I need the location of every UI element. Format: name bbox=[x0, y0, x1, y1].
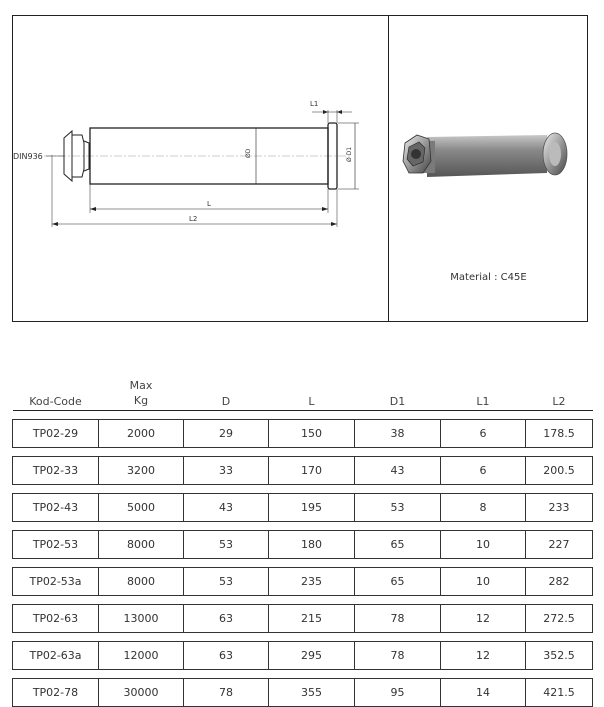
col-header-code: Kod-Code bbox=[13, 368, 99, 411]
label-d1: Ø D1 bbox=[346, 146, 353, 162]
cell-d1: 43 bbox=[355, 457, 441, 485]
spacer-cell bbox=[13, 670, 593, 679]
cell-d: 63 bbox=[184, 642, 269, 670]
cell-l: 180 bbox=[269, 531, 355, 559]
row-spacer bbox=[13, 559, 593, 568]
cell-l: 195 bbox=[269, 494, 355, 522]
cell-l: 355 bbox=[269, 679, 355, 707]
cell-l1: 12 bbox=[441, 605, 526, 633]
cell-l: 295 bbox=[269, 642, 355, 670]
cell-max-kg: 3200 bbox=[99, 457, 184, 485]
spacer-cell bbox=[13, 411, 593, 420]
cell-l1: 8 bbox=[441, 494, 526, 522]
cell-code: TP02-53 bbox=[13, 531, 99, 559]
cell-max-kg: 8000 bbox=[99, 568, 184, 596]
col-header-d1: D1 bbox=[355, 368, 441, 411]
cell-l2: 272.5 bbox=[526, 605, 593, 633]
cell-l: 150 bbox=[269, 420, 355, 448]
table-row bbox=[13, 494, 593, 522]
cell-d: 63 bbox=[184, 605, 269, 633]
cell-max-kg: 30000 bbox=[99, 679, 184, 707]
row-spacer bbox=[13, 448, 593, 457]
cell-max-kg: 2000 bbox=[99, 420, 184, 448]
cell-l1: 10 bbox=[441, 531, 526, 559]
cell-code: TP02-63 bbox=[13, 605, 99, 633]
label-l1: L1 bbox=[310, 100, 319, 108]
cell-d1: 38 bbox=[355, 420, 441, 448]
cell-l: 170 bbox=[269, 457, 355, 485]
cell-d1: 78 bbox=[355, 605, 441, 633]
cell-l2: 233 bbox=[526, 494, 593, 522]
cell-l1: 14 bbox=[441, 679, 526, 707]
cell-d: 29 bbox=[184, 420, 269, 448]
spacer-cell bbox=[13, 633, 593, 642]
cell-d1: 95 bbox=[355, 679, 441, 707]
row-spacer bbox=[13, 633, 593, 642]
spacer-cell bbox=[13, 596, 593, 605]
cell-code: TP02-78 bbox=[13, 679, 99, 707]
cell-l1: 10 bbox=[441, 568, 526, 596]
table-row bbox=[13, 531, 593, 559]
cell-l: 235 bbox=[269, 568, 355, 596]
table-row bbox=[13, 420, 593, 448]
cell-d: 43 bbox=[184, 494, 269, 522]
spec-table bbox=[12, 368, 593, 707]
cell-l1: 12 bbox=[441, 642, 526, 670]
cell-l1: 6 bbox=[441, 420, 526, 448]
table-row bbox=[13, 457, 593, 485]
row-spacer bbox=[13, 485, 593, 494]
table-row bbox=[13, 605, 593, 633]
cell-l2: 352.5 bbox=[526, 642, 593, 670]
label-din: DIN936 bbox=[13, 152, 43, 161]
spacer-cell bbox=[13, 485, 593, 494]
row-spacer bbox=[13, 670, 593, 679]
spacer-cell bbox=[13, 522, 593, 531]
cell-max-kg: 12000 bbox=[99, 642, 184, 670]
cell-d: 53 bbox=[184, 568, 269, 596]
col-header-max-kg bbox=[99, 368, 184, 411]
cell-l1: 6 bbox=[441, 457, 526, 485]
cell-max-kg: 8000 bbox=[99, 531, 184, 559]
row-spacer bbox=[13, 522, 593, 531]
cell-max-kg: 13000 bbox=[99, 605, 184, 633]
cell-code: TP02-29 bbox=[13, 420, 99, 448]
row-spacer bbox=[13, 411, 593, 420]
cell-code: TP02-63a bbox=[13, 642, 99, 670]
cell-code: TP02-53a bbox=[13, 568, 99, 596]
col-header-l: L bbox=[269, 368, 355, 411]
cell-d1: 65 bbox=[355, 568, 441, 596]
spacer-cell bbox=[13, 559, 593, 568]
table-header-row bbox=[13, 368, 593, 411]
material-label: Material : C45E bbox=[450, 272, 527, 283]
table-row bbox=[13, 568, 593, 596]
table-body bbox=[13, 411, 593, 707]
col-header-l1: L1 bbox=[441, 368, 526, 411]
cell-code: TP02-33 bbox=[13, 457, 99, 485]
cell-d: 78 bbox=[184, 679, 269, 707]
cell-code: TP02-43 bbox=[13, 494, 99, 522]
cell-l: 215 bbox=[269, 605, 355, 633]
row-spacer bbox=[13, 596, 593, 605]
cell-l2: 227 bbox=[526, 531, 593, 559]
cell-l2: 421.5 bbox=[526, 679, 593, 707]
col-header-d: D bbox=[184, 368, 269, 411]
label-l2: L2 bbox=[189, 215, 198, 223]
col-header-kg: Kg bbox=[133, 394, 149, 407]
table-row bbox=[13, 679, 593, 707]
cell-d1: 78 bbox=[355, 642, 441, 670]
spacer-cell bbox=[13, 448, 593, 457]
cell-l2: 200.5 bbox=[526, 457, 593, 485]
pin-render-icon bbox=[403, 133, 567, 177]
table-row bbox=[13, 642, 593, 670]
technical-drawing bbox=[12, 15, 388, 322]
cell-max-kg: 5000 bbox=[99, 494, 184, 522]
cell-d1: 53 bbox=[355, 494, 441, 522]
label-d: ØD bbox=[245, 148, 252, 158]
cell-l2: 282 bbox=[526, 568, 593, 596]
col-header-l2: L2 bbox=[526, 368, 593, 411]
col-header-max: Max bbox=[129, 379, 153, 392]
cell-d: 33 bbox=[184, 457, 269, 485]
label-l: L bbox=[207, 200, 211, 208]
cell-d: 53 bbox=[184, 531, 269, 559]
cell-l2: 178.5 bbox=[526, 420, 593, 448]
cell-d1: 65 bbox=[355, 531, 441, 559]
